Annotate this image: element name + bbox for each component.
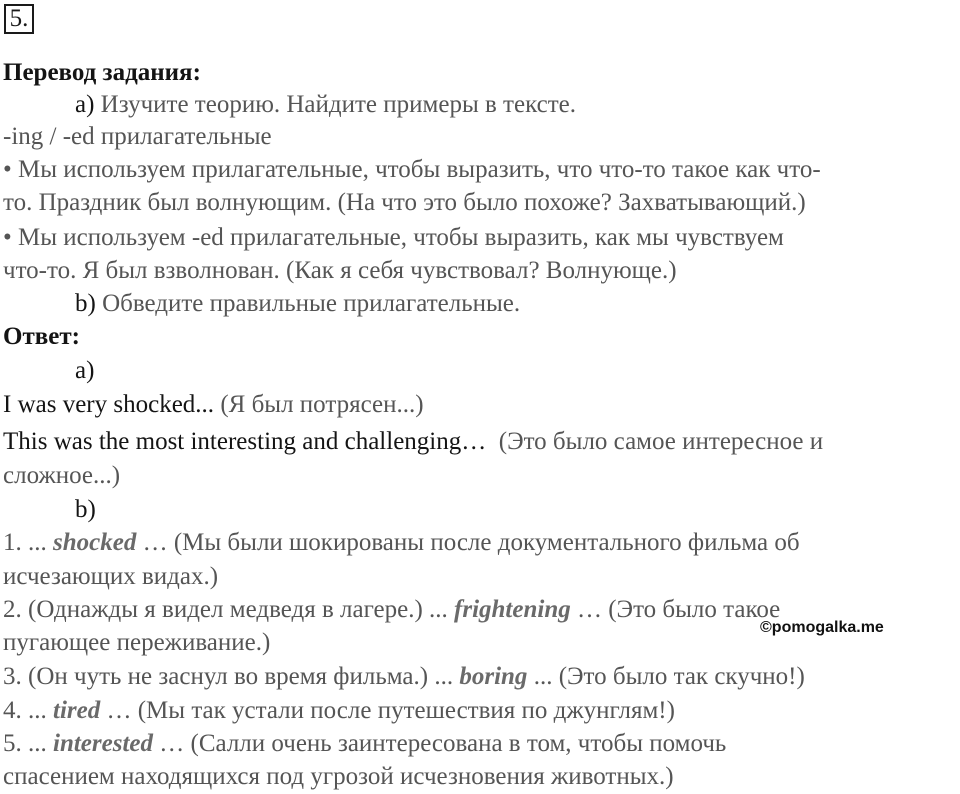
task-b-line: [75, 289, 520, 319]
answer-word: frightening: [454, 596, 571, 623]
exercise-number: 5.: [4, 4, 34, 34]
answer-a1-english: I was very shocked...: [3, 391, 215, 418]
answer-word: boring: [459, 663, 528, 690]
answer-a2-line1: [3, 427, 823, 457]
answer-b2-line1: 2. (Однажды я видел медведя в лагере.) ... frightening … (Это было такое: [3, 596, 781, 623]
task-b-letter: b): [75, 290, 96, 317]
answer-b1-line2: исчезающих видах.): [3, 563, 219, 590]
bullet1-line2: то. Праздник был волнующим. (На что это было похоже? Захватывающий.): [3, 189, 806, 216]
bullet2-line1: • Мы используем -ed прилагательные, чтобы выразить, как мы чувствуем: [3, 224, 784, 251]
answer-b2-line2: пугающее переживание.): [3, 629, 271, 656]
bullet1-line1: • Мы используем прилагательные, чтобы выразить, что что-то такое как что-: [3, 156, 821, 183]
task-a-text: Изучите теорию. Найдите примеры в тексте.: [100, 91, 576, 118]
answer-a2-line2: сложное...): [3, 462, 121, 489]
bullet2-line2: что-то. Я был взволнован. (Как я себя чувствовал? Волнующе.): [3, 257, 677, 284]
task-b-text: Обведите правильные прилагательные.: [102, 290, 521, 317]
answer-heading: Ответ:: [3, 323, 80, 350]
answer-a1-russian: (Я был потрясен...): [220, 391, 424, 418]
answer-word: shocked: [53, 529, 137, 556]
site-watermark: ©pomogalka.me: [760, 619, 884, 636]
answer-part-a-letter: a): [75, 357, 95, 384]
answer-b4: 4. ... tired … (Мы так устали после путешествия по джунглям!): [3, 697, 675, 724]
answer-b3: 3. (Он чуть не заснул во время фильма.) ... boring ... (Это было так скучно!): [3, 663, 805, 690]
rule-subtitle: -ing / -ed прилагательные: [3, 123, 272, 150]
answer-b5-line2: спасением находящихся под угрозой исчезновения животных.): [3, 763, 674, 790]
answer-b5-line1: 5. ... interested … (Салли очень заинтересована в том, чтобы помочь: [3, 730, 727, 757]
answer-part-b-letter: b): [75, 496, 96, 523]
answer-a2-russian: (Это было самое интересное и: [498, 428, 824, 455]
answer-a1: [3, 390, 424, 420]
answer-word: interested: [53, 730, 153, 757]
translation-heading: Перевод задания:: [3, 59, 201, 86]
task-a-line: [75, 90, 576, 120]
answer-word: tired: [53, 697, 101, 724]
answer-b1-line1: 1. ... shocked … (Мы были шокированы после документального фильма об: [3, 529, 800, 556]
answer-a2-english: This was the most interesting and challenging…: [3, 428, 487, 455]
task-a-letter: a): [75, 91, 95, 118]
